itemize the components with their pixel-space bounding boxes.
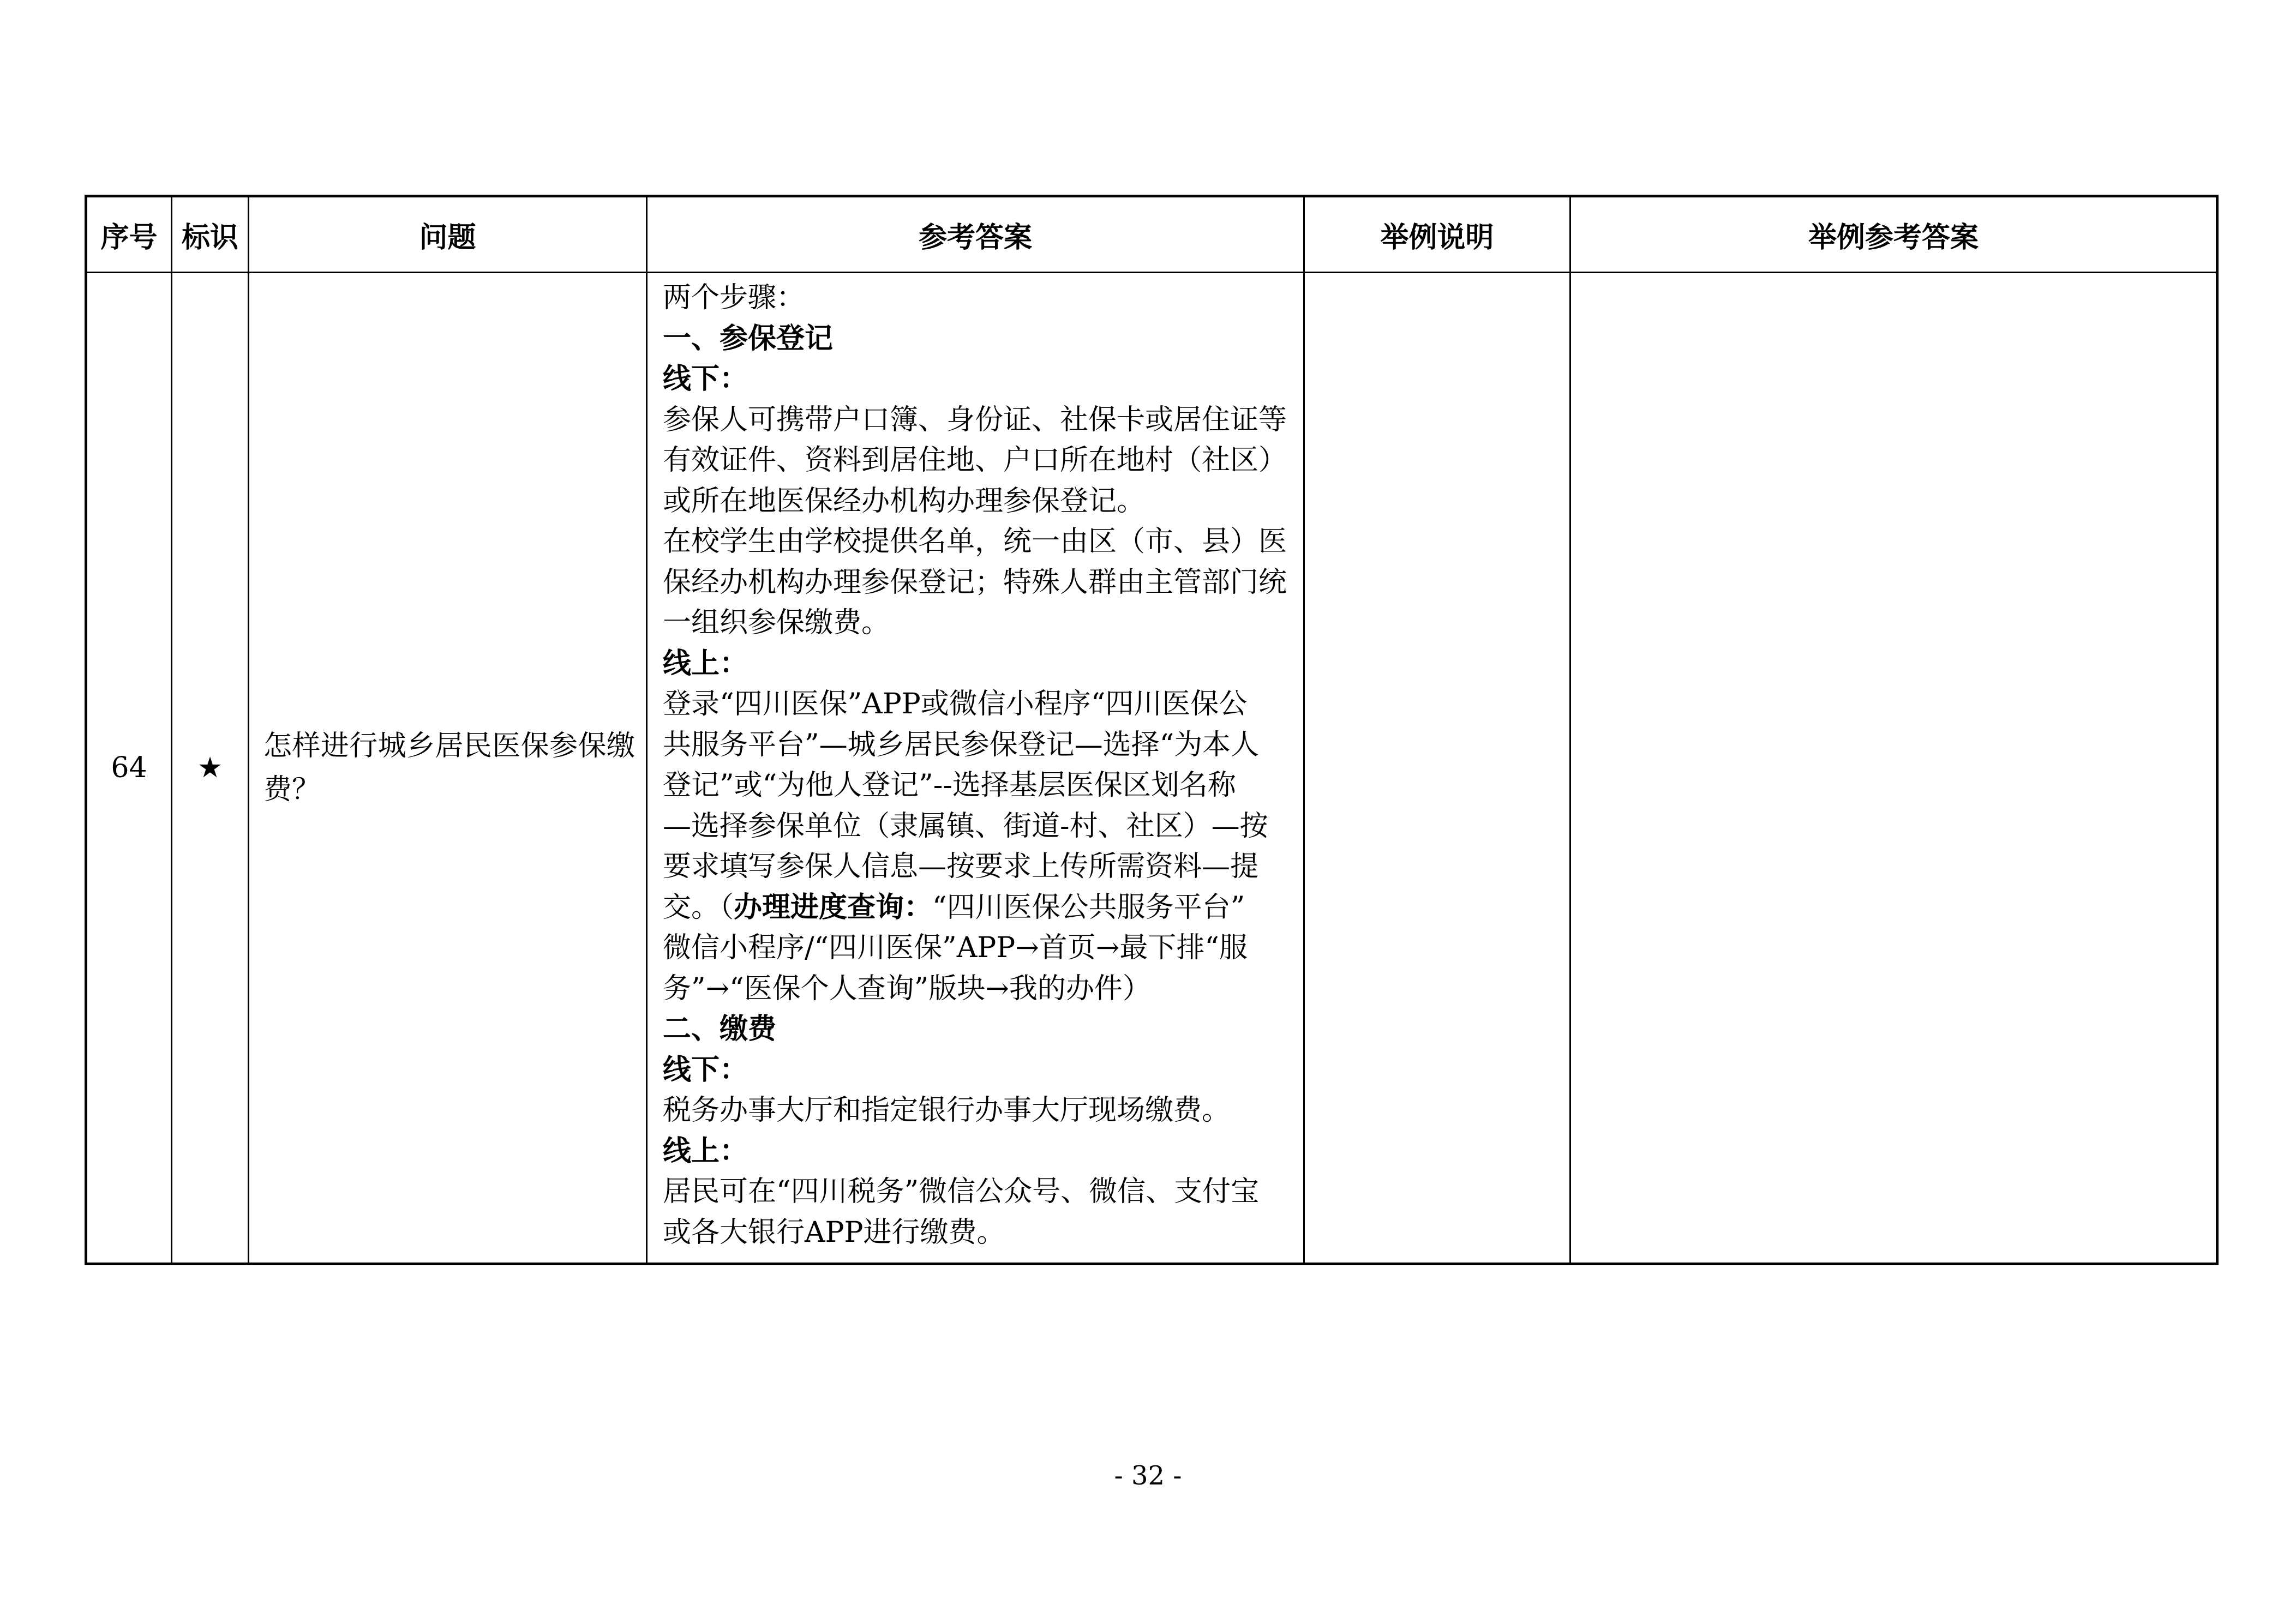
answer-line — [663, 806, 1291, 847]
header-question: 问题 — [249, 196, 647, 273]
row-question: 怎样进行城乡居民医保参保缴费？ — [249, 273, 647, 1264]
answer-line — [663, 1090, 1291, 1131]
answer-line — [663, 318, 1291, 359]
table-header-row — [86, 196, 2217, 273]
answer-text: 一组织参保缴费。 — [663, 606, 890, 639]
answer-text: 在校学生由学校提供名单，统一由区（市、县）医 — [663, 525, 1287, 558]
answer-text: 二、缴费 — [663, 1013, 777, 1045]
answer-line — [663, 400, 1291, 441]
answer-text: “四川医保公共服务平台” — [932, 891, 1245, 924]
answer-line — [663, 1009, 1291, 1050]
answer-text: 登录“四川医保”APP或微信小程序“四川医保公 — [663, 688, 1248, 720]
header-example: 举例说明 — [1304, 196, 1570, 273]
answer-text: 线下： — [663, 1053, 748, 1086]
row-number: 64 — [86, 273, 172, 1264]
answer-line — [663, 846, 1291, 887]
answer-text: 一、参保登记 — [663, 322, 834, 355]
answer-text: 或各大银行APP进行缴费。 — [663, 1216, 1005, 1249]
answer-text: 保经办机构办理参保登记；特殊人群由主管部门统 — [663, 566, 1287, 599]
answer-line — [663, 278, 1291, 318]
answer-line — [663, 887, 1291, 928]
answer-text: 居民可在“四川税务”微信公众号、微信、支付宝 — [663, 1175, 1260, 1208]
row-example-answer — [1570, 273, 2217, 1264]
answer-text: 共服务平台”—城乡居民参保登记—选择“为本人 — [663, 728, 1260, 761]
answer-line — [663, 481, 1291, 522]
star-icon: ★ — [172, 273, 249, 1264]
answer-text: —选择参保单位（隶属镇、街道-村、社区）—按 — [663, 809, 1268, 843]
faq-table — [85, 195, 2219, 1265]
table-row — [86, 273, 2217, 1264]
answer-line — [663, 603, 1291, 644]
row-example — [1304, 273, 1570, 1264]
answer-text: 交。（ — [663, 891, 734, 924]
answer-line — [663, 359, 1291, 400]
answer-text: 有效证件、资料到居住地、户口所在地村（社区） — [663, 444, 1287, 477]
answer-text: 要求填写参保人信息—按要求上传所需资料—提 — [663, 850, 1259, 883]
answer-line — [663, 644, 1291, 684]
answer-text: 参保人可携带户口簿、身份证、社保卡或居住证等 — [663, 403, 1287, 436]
answer-line — [663, 1050, 1291, 1091]
answer-line — [663, 725, 1291, 766]
header-answer: 参考答案 — [647, 196, 1304, 273]
answer-bold-text: 办理进度查询： — [734, 891, 933, 924]
answer-line — [663, 521, 1291, 562]
answer-text: 或所在地医保经办机构办理参保登记。 — [663, 484, 1146, 518]
answer-line — [663, 684, 1291, 725]
answer-text: 微信小程序/“四川医保”APP→首页→最下排“服 — [663, 931, 1248, 964]
answer-line — [663, 1171, 1291, 1212]
answer-line — [663, 1131, 1291, 1172]
answer-line — [663, 1212, 1291, 1253]
row-answer — [647, 273, 1304, 1264]
answer-text: 两个步骤： — [663, 281, 805, 314]
header-number: 序号 — [86, 196, 172, 273]
answer-text: 税务办事大厅和指定银行办事大厅现场缴费。 — [663, 1094, 1231, 1127]
header-mark: 标识 — [172, 196, 249, 273]
answer-line — [663, 969, 1291, 1009]
answer-line — [663, 440, 1291, 481]
answer-text: 登记”或“为他人登记”--选择基层医保区划名称 — [663, 769, 1236, 802]
answer-line — [663, 928, 1291, 969]
answer-line — [663, 562, 1291, 603]
answer-lines — [663, 278, 1291, 1253]
answer-text: 线下： — [663, 363, 748, 395]
answer-text: 线上： — [663, 647, 748, 680]
answer-line — [663, 765, 1291, 806]
page-number: - 32 - — [1114, 1460, 1182, 1491]
answer-text: 线上： — [663, 1134, 748, 1168]
header-example-answer: 举例参考答案 — [1570, 196, 2217, 273]
answer-text: 务”→“医保个人查询”版块→我的办件） — [663, 972, 1151, 1005]
